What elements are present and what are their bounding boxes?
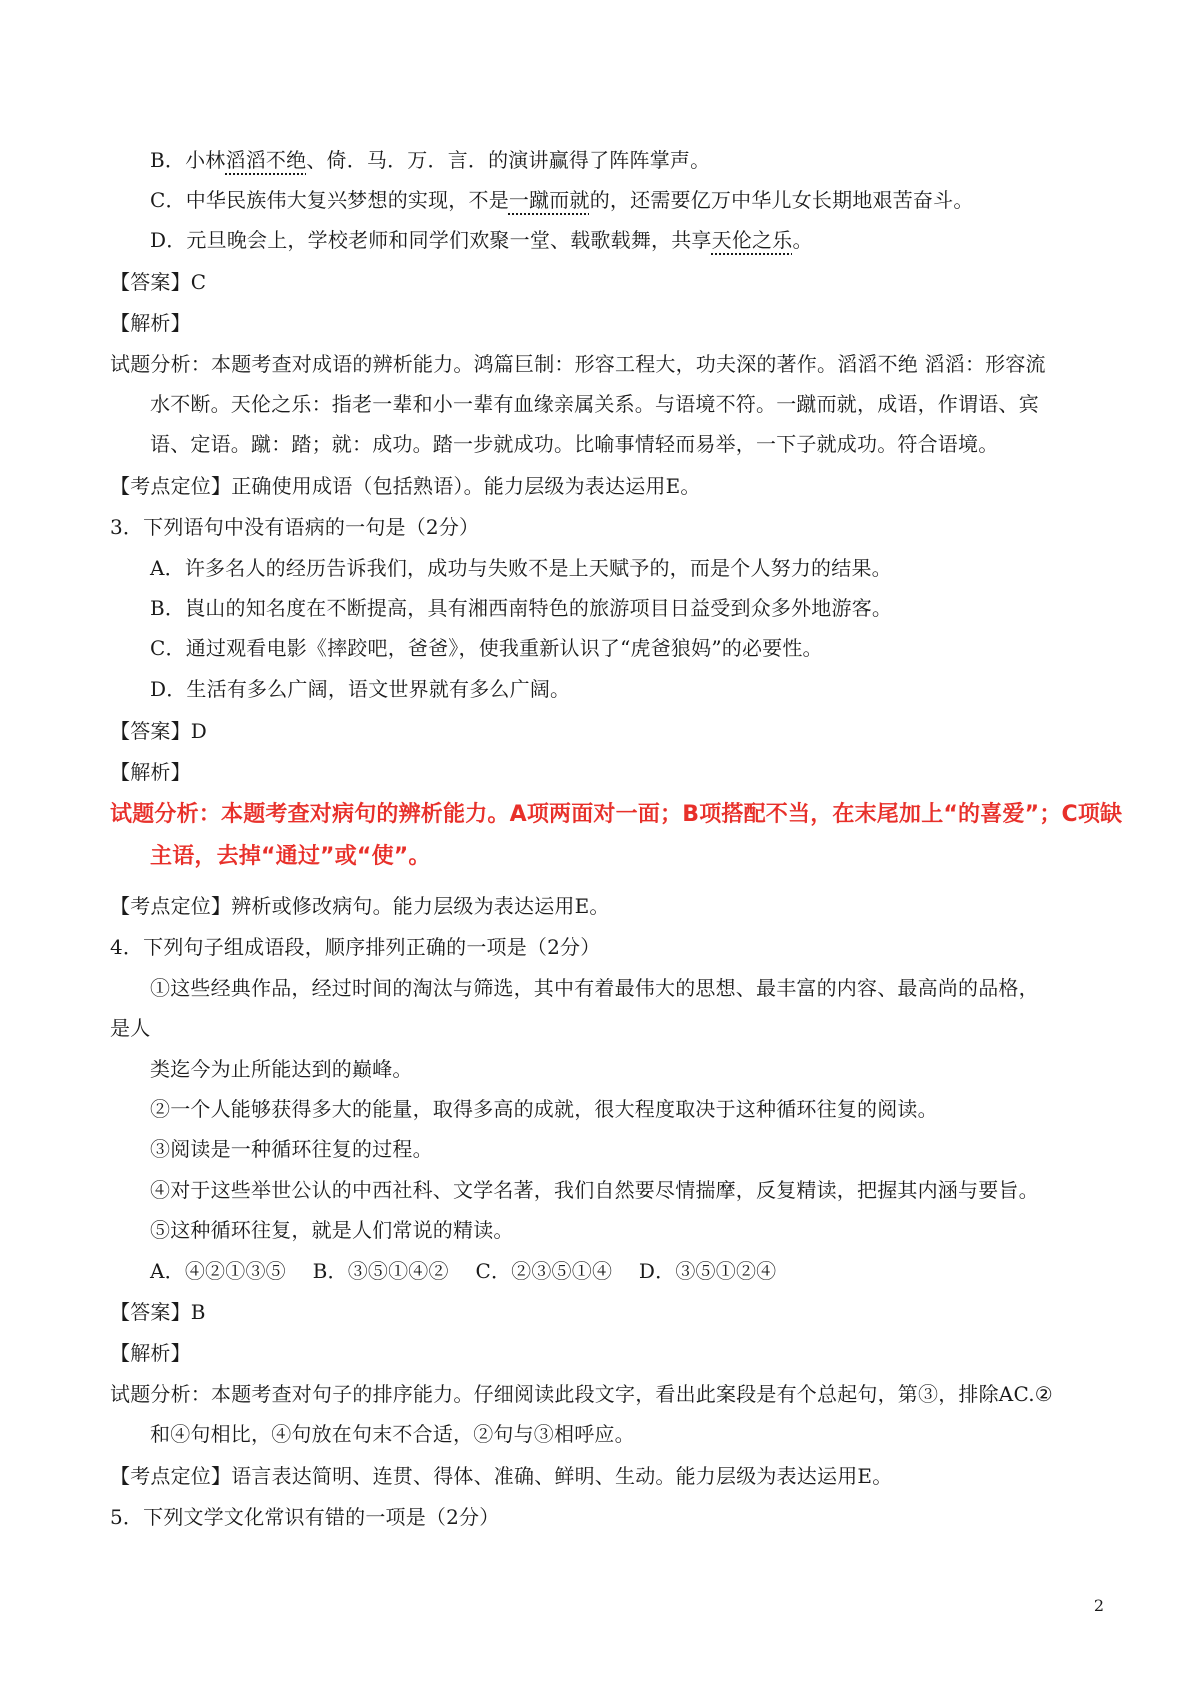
text: B．小林 (150, 148, 226, 172)
q2-analysis-line: 试题分析：本题考查对成语的辨析能力。鸿篇巨制：形容工程大，功夫深的著作。滔滔不绝 滔滔：形容流 (110, 352, 1046, 376)
q3-option-c: C．通过观看电影《摔跤吧，爸爸》，使我重新认识了“虎爸狼妈”的必要性。 (150, 636, 823, 660)
q2-option-b (150, 146, 710, 174)
q2-analysis-line: 水不断。天伦之乐：指老一辈和小一辈有血缘亲属关系。与语境不符。一蹴而就，成语，作谓语、宾 (150, 392, 1039, 416)
q4-sentence-3: ③阅读是一种循环往复的过程。 (150, 1137, 433, 1161)
q5-stem: 5．下列文学文化常识有错的一项是（2分） (110, 1505, 500, 1529)
dotted-idiom: 滔滔不绝 (225, 148, 307, 172)
q3-analysis-label: 【解析】 (110, 760, 191, 784)
dotted-idiom: 天伦之乐 (711, 228, 793, 252)
q4-sentence-4: ④对于这些举世公认的中西社科、文学名著，我们自然要尽情揣摩，反复精读，把握其内涵与要旨。 (150, 1178, 1039, 1202)
q2-option-c (150, 186, 974, 214)
q3-stem: 3．下列语句中没有语病的一句是（2分） (110, 515, 480, 539)
text: D．元旦晚会上，学校老师和同学们欢聚一堂、载歌载舞，共享 (150, 228, 712, 252)
dotted-idiom: 一蹴而就 (508, 188, 590, 212)
q2-analysis-line: 语、定语。蹴：踏；就：成功。踏一步就成功。比喻事情轻而易举，一下子就成功。符合语境。 (150, 432, 999, 456)
q2-option-d (150, 226, 813, 254)
q4-choices: A．④②①③⑤ B．③⑤①④② C．②③⑤①④ D．③⑤①②④ (150, 1259, 777, 1283)
q2-analysis-label: 【解析】 (110, 311, 191, 335)
q4-sentence-2: ②一个人能够获得多大的能量，取得多高的成就，很大程度取决于这种循环往复的阅读。 (150, 1097, 938, 1121)
q2-point: 【考点定位】正确使用成语（包括熟语）。能力层级为表达运用E。 (110, 474, 701, 498)
q4-analysis-line: 试题分析：本题考查对句子的排序能力。仔细阅读此段文字，看出此案段是有个总起句，第③，排除AC.② (110, 1382, 1053, 1406)
text: C．中华民族伟大复兴梦想的实现，不是 (150, 188, 509, 212)
q3-answer: 【答案】D (110, 719, 208, 743)
text: 、倚．马．万．言．的演讲赢得了阵阵掌声。 (306, 148, 711, 172)
q4-sentence-5: ⑤这种循环往复，就是人们常说的精读。 (150, 1218, 514, 1242)
text: 。 (792, 228, 813, 252)
q4-sentence-1: ①这些经典作品，经过时间的淘汰与筛选，其中有着最伟大的思想、最丰富的内容、最高尚的品格， (150, 976, 1039, 1000)
q4-stem: 4．下列句子组成语段，顺序排列正确的一项是（2分） (110, 935, 601, 959)
q4-sentence-1-cont: 是人 (110, 1016, 151, 1040)
text: 的，还需要亿万中华儿女长期地艰苦奋斗。 (589, 188, 974, 212)
q4-analysis-label: 【解析】 (110, 1341, 191, 1365)
q3-analysis-line-red: 试题分析：本题考查对病句的辨析能力。A项两面对一面；B项搭配不当，在末尾加上“的喜爱”；C项缺 (110, 802, 1123, 827)
q3-option-d: D．生活有多么广阔，语文世界就有多么广阔。 (150, 677, 571, 701)
q4-point: 【考点定位】语言表达简明、连贯、得体、准确、鲜明、生动。能力层级为表达运用E。 (110, 1464, 893, 1488)
q3-option-a: A．许多名人的经历告诉我们，成功与失败不是上天赋予的，而是个人努力的结果。 (150, 556, 892, 580)
q3-option-b: B．崀山的知名度在不断提高，具有湘西南特色的旅游项目日益受到众多外地游客。 (150, 596, 893, 620)
q4-answer: 【答案】B (110, 1300, 206, 1324)
q4-sentence-1-end: 类迄今为止所能达到的巅峰。 (150, 1057, 413, 1081)
page-number: 2 (1093, 1596, 1104, 1615)
q3-analysis-line-red: 主语，去掉“通过”或“使”。 (150, 844, 431, 869)
q4-analysis-line: 和④句相比，④句放在句末不合适，②句与③相呼应。 (150, 1422, 635, 1446)
q2-answer: 【答案】C (110, 270, 207, 294)
q3-point: 【考点定位】辨析或修改病句。能力层级为表达运用E。 (110, 894, 610, 918)
